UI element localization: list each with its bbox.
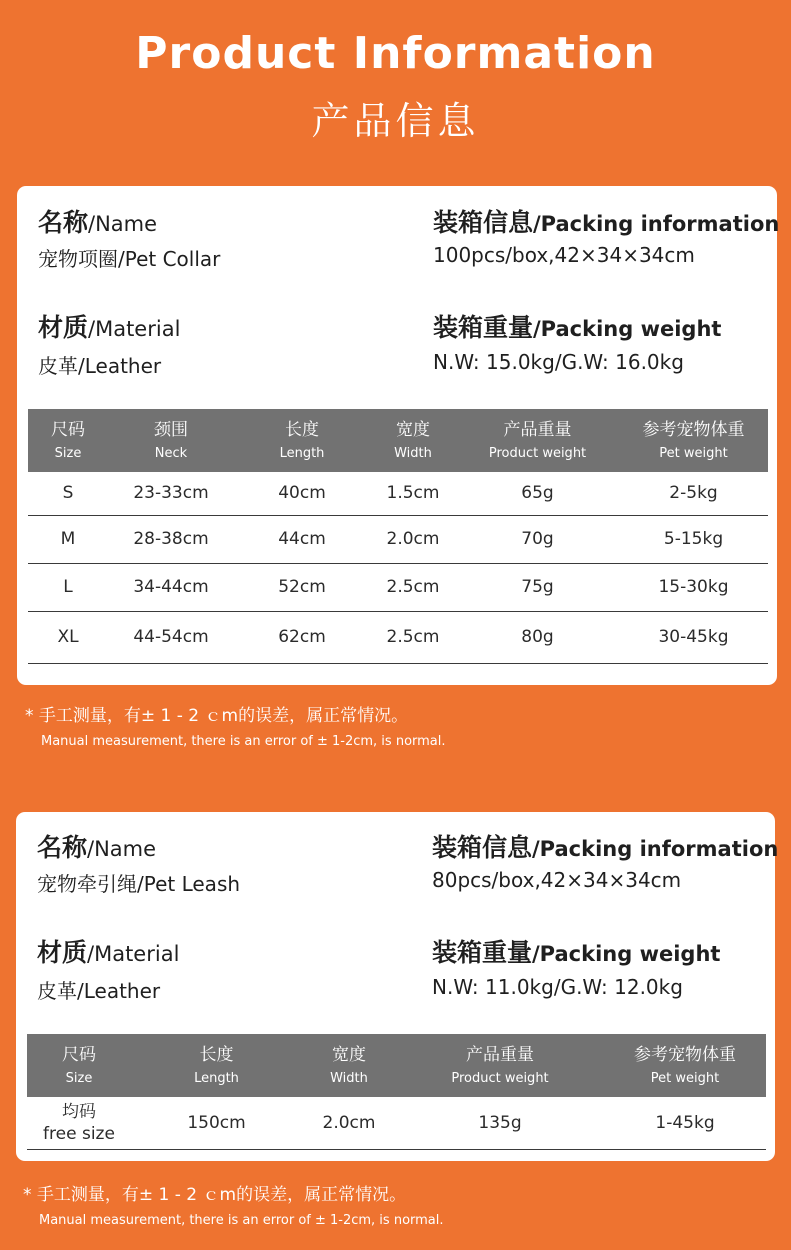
leash-packing-value: 80pcs/box,42×34×34cm	[432, 868, 682, 892]
collar-weight-field	[433, 315, 721, 374]
leash-size-table	[27, 1034, 766, 1150]
header-width: 宽度 Width	[370, 409, 456, 472]
leash-weight-field	[432, 940, 720, 999]
cell-size: M	[28, 515, 108, 563]
cell-pet-weight: 30-45kg	[619, 611, 768, 663]
cell-pet-weight: 2-5kg	[619, 472, 768, 515]
packing-label-en: /Packing information	[533, 212, 780, 236]
leash-packing-field	[432, 835, 778, 892]
packing-label-en: /Packing information	[532, 837, 779, 861]
table-row	[28, 515, 768, 563]
cell-pet-weight: 15-30kg	[619, 563, 768, 611]
size-cn: 均码	[62, 1101, 96, 1122]
header-size: 尺码 Size	[27, 1034, 131, 1097]
cell-product-weight: 70g	[456, 515, 619, 563]
leash-material-field	[37, 940, 179, 1004]
cell-pet-weight: 1-45kg	[604, 1097, 766, 1149]
collar-material-value: 皮革/Leather	[38, 354, 162, 378]
header-neck: 颈围 Neck	[108, 409, 234, 472]
leash-measurement-note	[23, 1180, 444, 1228]
note-cn: * 手工测量，有± 1 - 2 ｃm的误差，属正常情况。	[25, 706, 409, 726]
leash-material-value: 皮革/Leather	[37, 979, 161, 1003]
cell-width: 2.0cm	[370, 515, 456, 563]
leash-info-card	[16, 812, 779, 1161]
header-pet-weight: 参考宠物体重 Pet weight	[604, 1034, 766, 1097]
cell-length: 150cm	[131, 1097, 302, 1149]
name-label-en: /Name	[88, 212, 158, 236]
collar-measurement-note	[25, 701, 446, 749]
table-row	[28, 472, 768, 515]
name-label-cn: 名称	[38, 208, 89, 237]
cell-size: S	[28, 472, 108, 515]
cell-product-weight: 65g	[456, 472, 619, 515]
header-product-weight: 产品重量 Product weight	[456, 409, 619, 472]
cell-neck: 44-54cm	[108, 611, 234, 663]
collar-packing-field	[433, 210, 779, 267]
table-header-row	[27, 1034, 766, 1097]
weight-label-en: /Packing weight	[532, 942, 721, 966]
table-header-row	[28, 409, 768, 472]
collar-info-card	[17, 186, 780, 685]
cell-length: 44cm	[234, 515, 370, 563]
table-row	[27, 1097, 766, 1149]
size-en: free size	[43, 1123, 115, 1144]
header-length: 长度 Length	[131, 1034, 302, 1097]
cell-size	[27, 1097, 131, 1149]
collar-size-table	[28, 409, 768, 664]
cell-size: XL	[28, 611, 108, 663]
cell-product-weight: 75g	[456, 563, 619, 611]
cell-width: 1.5cm	[370, 472, 456, 515]
cell-width: 2.5cm	[370, 611, 456, 663]
cell-pet-weight: 5-15kg	[619, 515, 768, 563]
cell-length: 52cm	[234, 563, 370, 611]
cell-width: 2.5cm	[370, 563, 456, 611]
table-row	[28, 563, 768, 611]
weight-label-cn: 装箱重量	[432, 938, 533, 967]
packing-label-cn: 装箱信息	[432, 833, 533, 862]
cell-neck: 34-44cm	[108, 563, 234, 611]
collar-packing-value: 100pcs/box,42×34×34cm	[433, 243, 695, 267]
header-size: 尺码 Size	[28, 409, 108, 472]
page-title: Product Information	[135, 28, 656, 79]
collar-name-value: 宠物项圈/Pet Collar	[38, 247, 221, 271]
cell-product-weight: 80g	[456, 611, 619, 663]
header-pet-weight: 参考宠物体重 Pet weight	[619, 409, 768, 472]
note-en: Manual measurement, there is an error of ± 1-2cm, is normal.	[41, 734, 446, 749]
cell-size: L	[28, 563, 108, 611]
cell-neck: 28-38cm	[108, 515, 234, 563]
note-en: Manual measurement, there is an error of ± 1-2cm, is normal.	[39, 1213, 444, 1228]
cell-neck: 23-33cm	[108, 472, 234, 515]
weight-label-en: /Packing weight	[533, 317, 722, 341]
material-label-en: /Material	[87, 942, 180, 966]
collar-material-field	[38, 315, 180, 379]
cell-product-weight: 135g	[396, 1097, 604, 1149]
note-cn: * 手工测量，有± 1 - 2 ｃm的误差，属正常情况。	[23, 1185, 407, 1205]
cell-length: 40cm	[234, 472, 370, 515]
name-label-en: /Name	[87, 837, 157, 861]
table-row	[28, 611, 768, 663]
name-label-cn: 名称	[37, 833, 88, 862]
page-subtitle: 产品信息	[311, 99, 480, 143]
material-label-cn: 材质	[37, 938, 88, 967]
packing-label-cn: 装箱信息	[433, 208, 534, 237]
leash-name-field	[37, 835, 240, 897]
leash-name-value: 宠物牵引绳/Pet Leash	[37, 872, 241, 896]
material-label-en: /Material	[88, 317, 181, 341]
weight-label-cn: 装箱重量	[433, 313, 534, 342]
material-label-cn: 材质	[38, 313, 89, 342]
cell-width: 2.0cm	[302, 1097, 396, 1149]
header-product-weight: 产品重量 Product weight	[396, 1034, 604, 1097]
collar-weight-value: N.W: 15.0kg/G.W: 16.0kg	[433, 350, 684, 374]
collar-name-field	[38, 210, 220, 272]
leash-weight-value: N.W: 11.0kg/G.W: 12.0kg	[432, 975, 683, 999]
header-length: 长度 Length	[234, 409, 370, 472]
header-width: 宽度 Width	[302, 1034, 396, 1097]
cell-length: 62cm	[234, 611, 370, 663]
